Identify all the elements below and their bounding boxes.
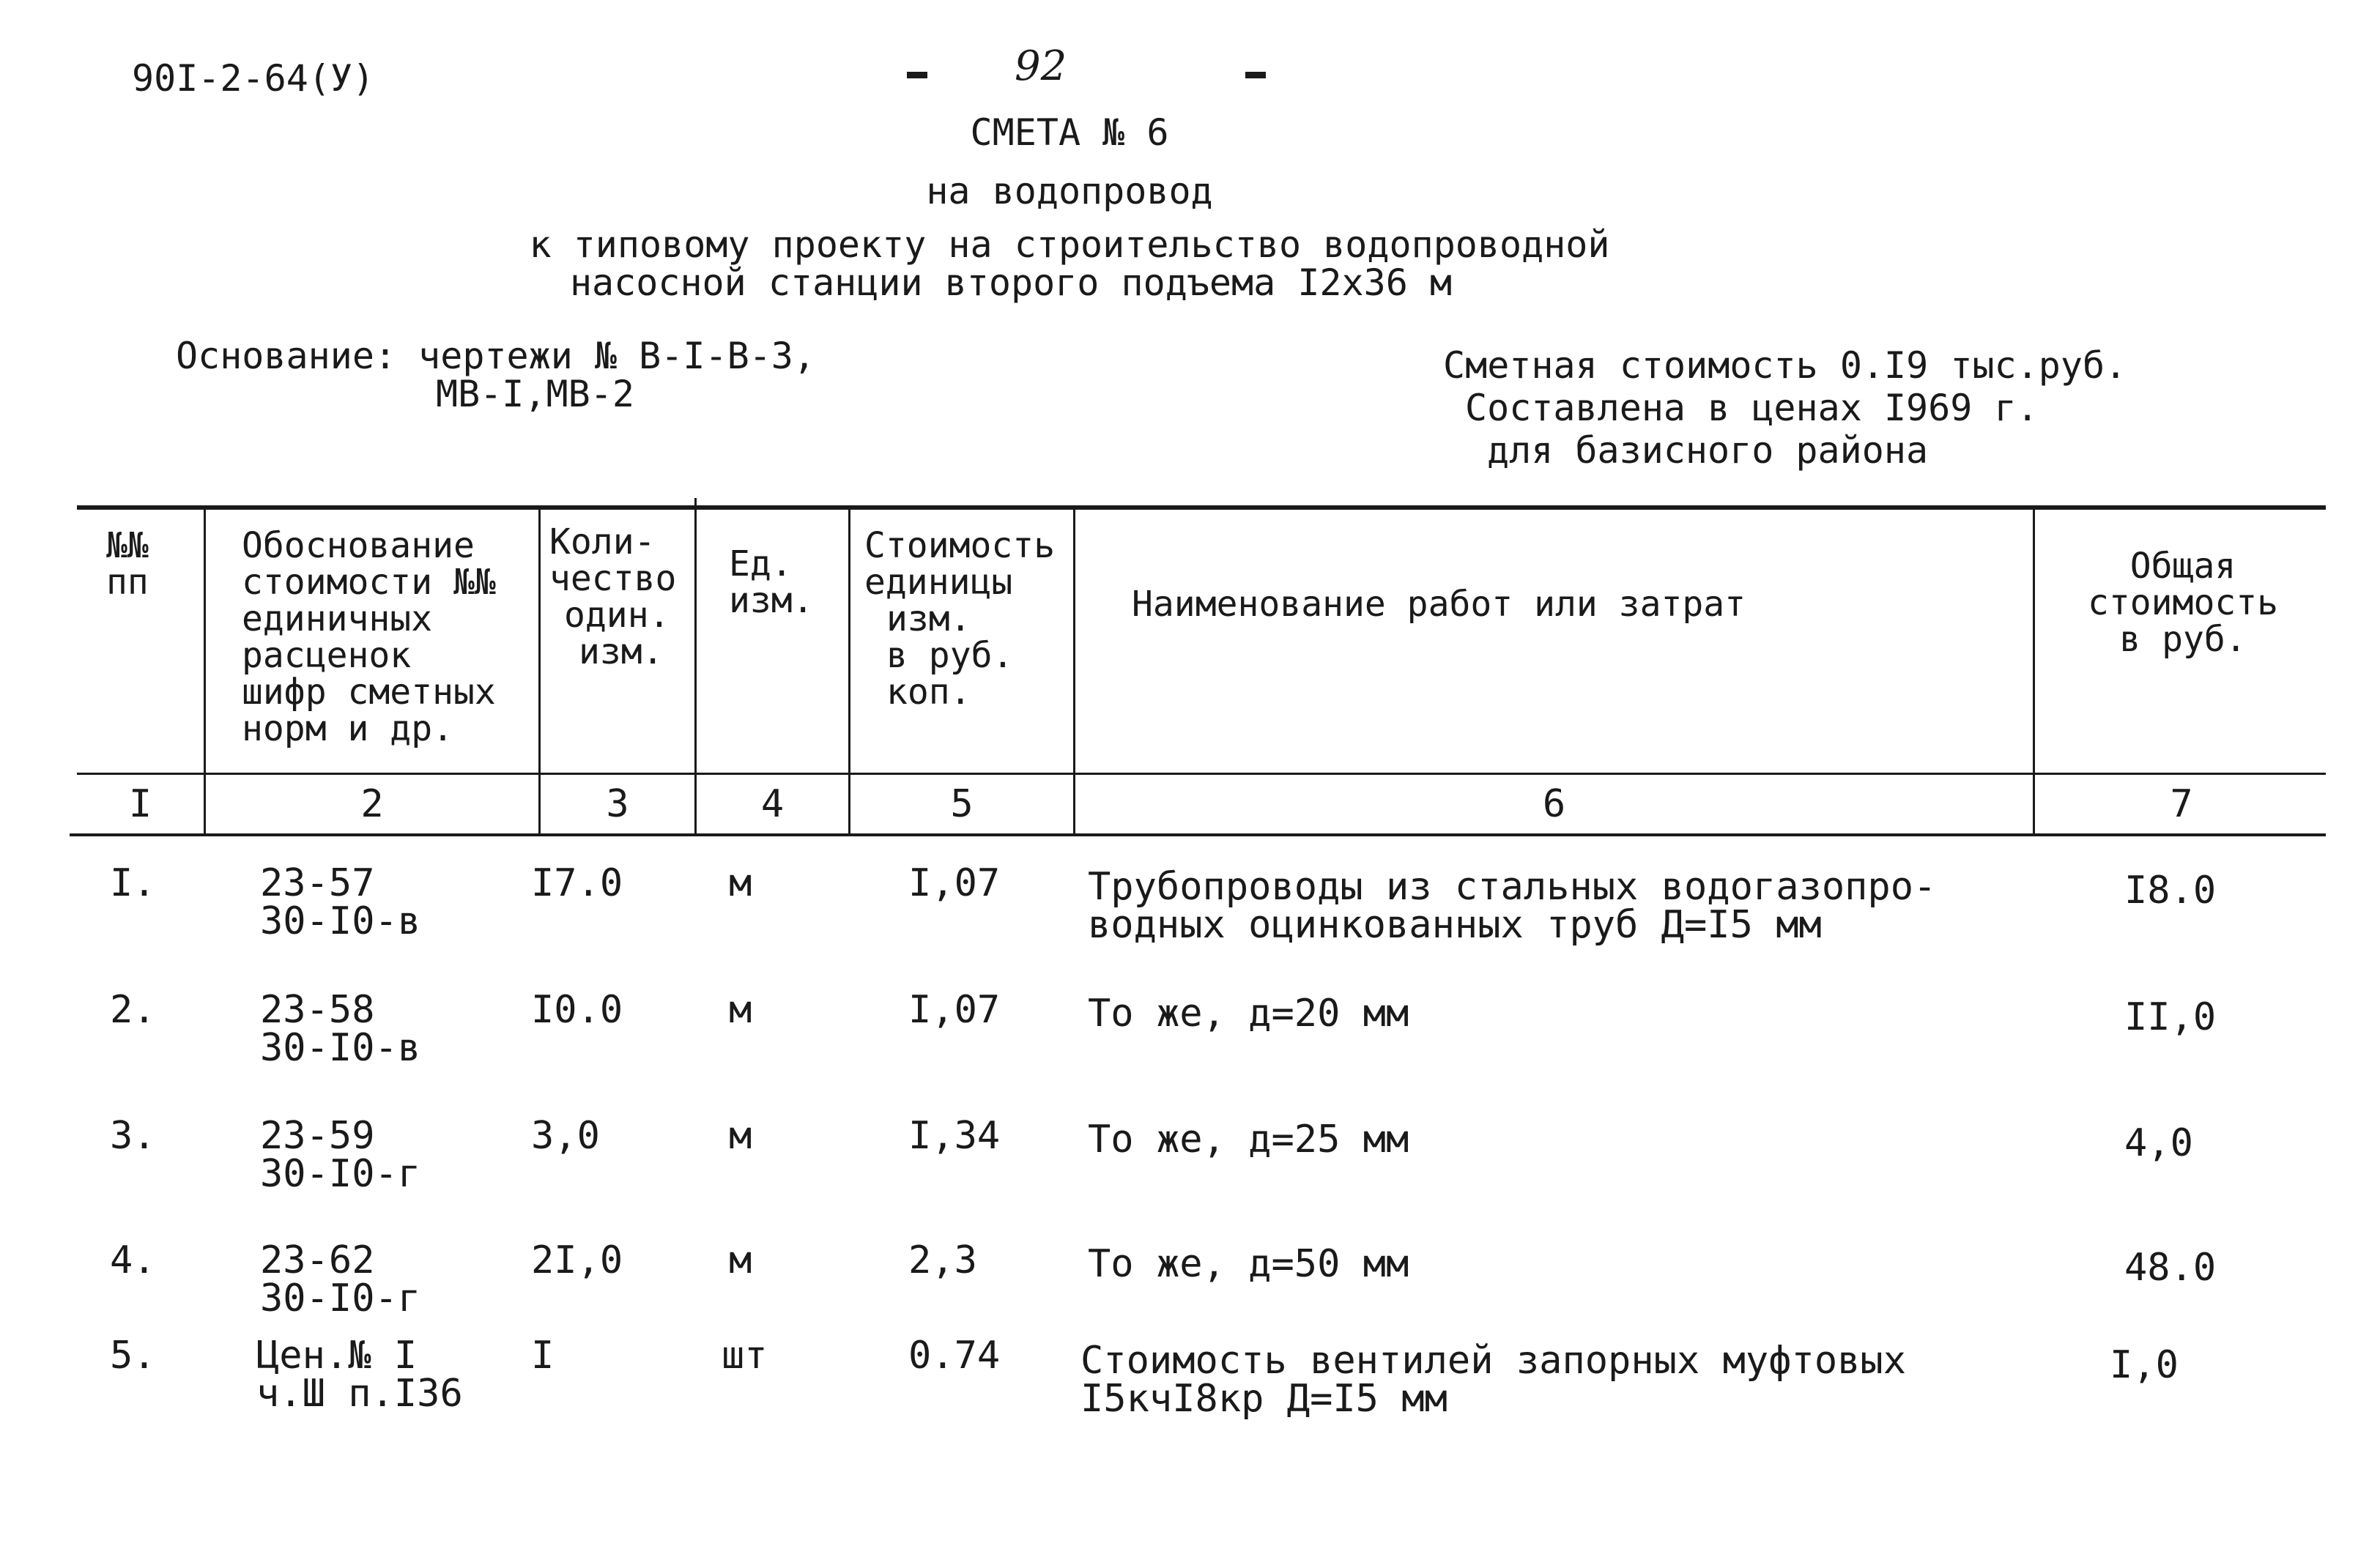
estimate-subtitle: на водопровод xyxy=(926,170,1213,212)
col-header-3: Коли- чество один. изм. xyxy=(549,521,677,672)
col-header-1: №№ пп xyxy=(106,525,149,603)
table-numbers-rule xyxy=(70,833,2326,836)
basis-line-2: МВ-I,МВ-2 xyxy=(436,373,634,415)
cost-line-2: Составлена в ценах I969 г. xyxy=(1465,387,2039,429)
row-number: 5. xyxy=(110,1334,156,1378)
row-total: 48.0 xyxy=(2124,1246,2217,1290)
row-total: I8.0 xyxy=(2124,869,2217,913)
row-unit-price: I,34 xyxy=(908,1114,1001,1158)
row-total: II,0 xyxy=(2124,995,2217,1039)
row-unit-price: I,07 xyxy=(908,861,1001,905)
col-number-6: 6 xyxy=(1542,782,1566,826)
row-total: I,0 xyxy=(2110,1343,2179,1387)
row-number: 4. xyxy=(110,1238,156,1282)
basis-block xyxy=(176,337,815,413)
row-number: I. xyxy=(110,861,156,905)
row-number: 3. xyxy=(110,1114,156,1158)
col-number-2: 2 xyxy=(360,782,384,826)
row-description: Трубопроводы из стальных водогазопро- водных оцинкованных труб Д=I5 мм xyxy=(1088,865,1937,947)
project-description xyxy=(0,223,2139,304)
row-basis: 23-62 30-I0-г xyxy=(260,1238,421,1320)
cost-line-1: Сметная стоимость 0.I9 тыс.руб. xyxy=(1443,344,2127,387)
row-basis: 23-59 30-I0-г xyxy=(260,1114,421,1196)
row-basis: 23-58 30-I0-в xyxy=(260,988,421,1070)
row-quantity: I xyxy=(531,1334,555,1378)
dash-right xyxy=(1245,72,1266,78)
col-header-7: Общая стоимость в руб. xyxy=(2087,546,2279,660)
basis-line-1: Основание: чертежи № В-I-В-3, xyxy=(176,335,815,377)
row-quantity: I7.0 xyxy=(531,861,623,905)
row-quantity: 2I,0 xyxy=(531,1238,623,1282)
estimate-title: СМЕТА № 6 xyxy=(970,111,1169,154)
col-header-6: Наименование работ или затрат xyxy=(1132,584,1746,625)
document-code: 90I-2-64(У) xyxy=(132,57,375,100)
dash-left xyxy=(907,72,927,78)
page-number: 92 xyxy=(1015,42,1067,90)
row-quantity: 3,0 xyxy=(531,1114,600,1158)
cost-block xyxy=(1443,344,2127,472)
project-line-1: к типовому проекту на строительство водопроводной xyxy=(529,223,1610,266)
row-description: То же, д=50 мм xyxy=(1088,1242,1409,1286)
row-description: Стоимость вентилей запорных муфтовых I5кчI8кр Д=I5 мм xyxy=(1080,1339,1907,1421)
table-header-rule xyxy=(77,773,2326,775)
row-basis: Цен.№ I ч.Ш п.I36 xyxy=(256,1334,463,1416)
row-unit-price: 0.74 xyxy=(908,1334,1001,1378)
col-header-5: Стоимость единицы изм. в руб. коп. xyxy=(864,525,1056,713)
row-unit: м xyxy=(729,1238,752,1282)
col-number-4: 4 xyxy=(760,782,785,826)
row-unit: м xyxy=(729,861,752,905)
row-unit: шт xyxy=(722,1334,768,1378)
row-unit-price: 2,3 xyxy=(908,1238,977,1282)
row-description: То же, д=20 мм xyxy=(1088,992,1409,1036)
col-header-4: Ед. изм. xyxy=(729,543,814,621)
col-number-5: 5 xyxy=(950,782,974,826)
row-number: 2. xyxy=(110,988,156,1032)
row-quantity: I0.0 xyxy=(531,988,623,1032)
row-unit: м xyxy=(729,988,752,1032)
row-description: То же, д=25 мм xyxy=(1088,1118,1409,1162)
col-number-3: 3 xyxy=(606,782,629,826)
row-unit-price: I,07 xyxy=(908,988,1001,1032)
table-top-rule xyxy=(77,505,2326,510)
row-basis: 23-57 30-I0-в xyxy=(260,861,421,943)
col-number-7: 7 xyxy=(2170,782,2193,826)
row-total: 4,0 xyxy=(2124,1121,2193,1165)
row-unit: м xyxy=(729,1114,752,1158)
col-header-2: Обоснование стоимости №№ единичных расценок шифр сметных норм и др. xyxy=(242,525,496,749)
project-line-2: насосной станции второго подъема I2х36 м xyxy=(569,261,1453,304)
cost-line-3: для базисного района xyxy=(1487,429,1929,472)
col-number-1: I xyxy=(128,782,152,826)
